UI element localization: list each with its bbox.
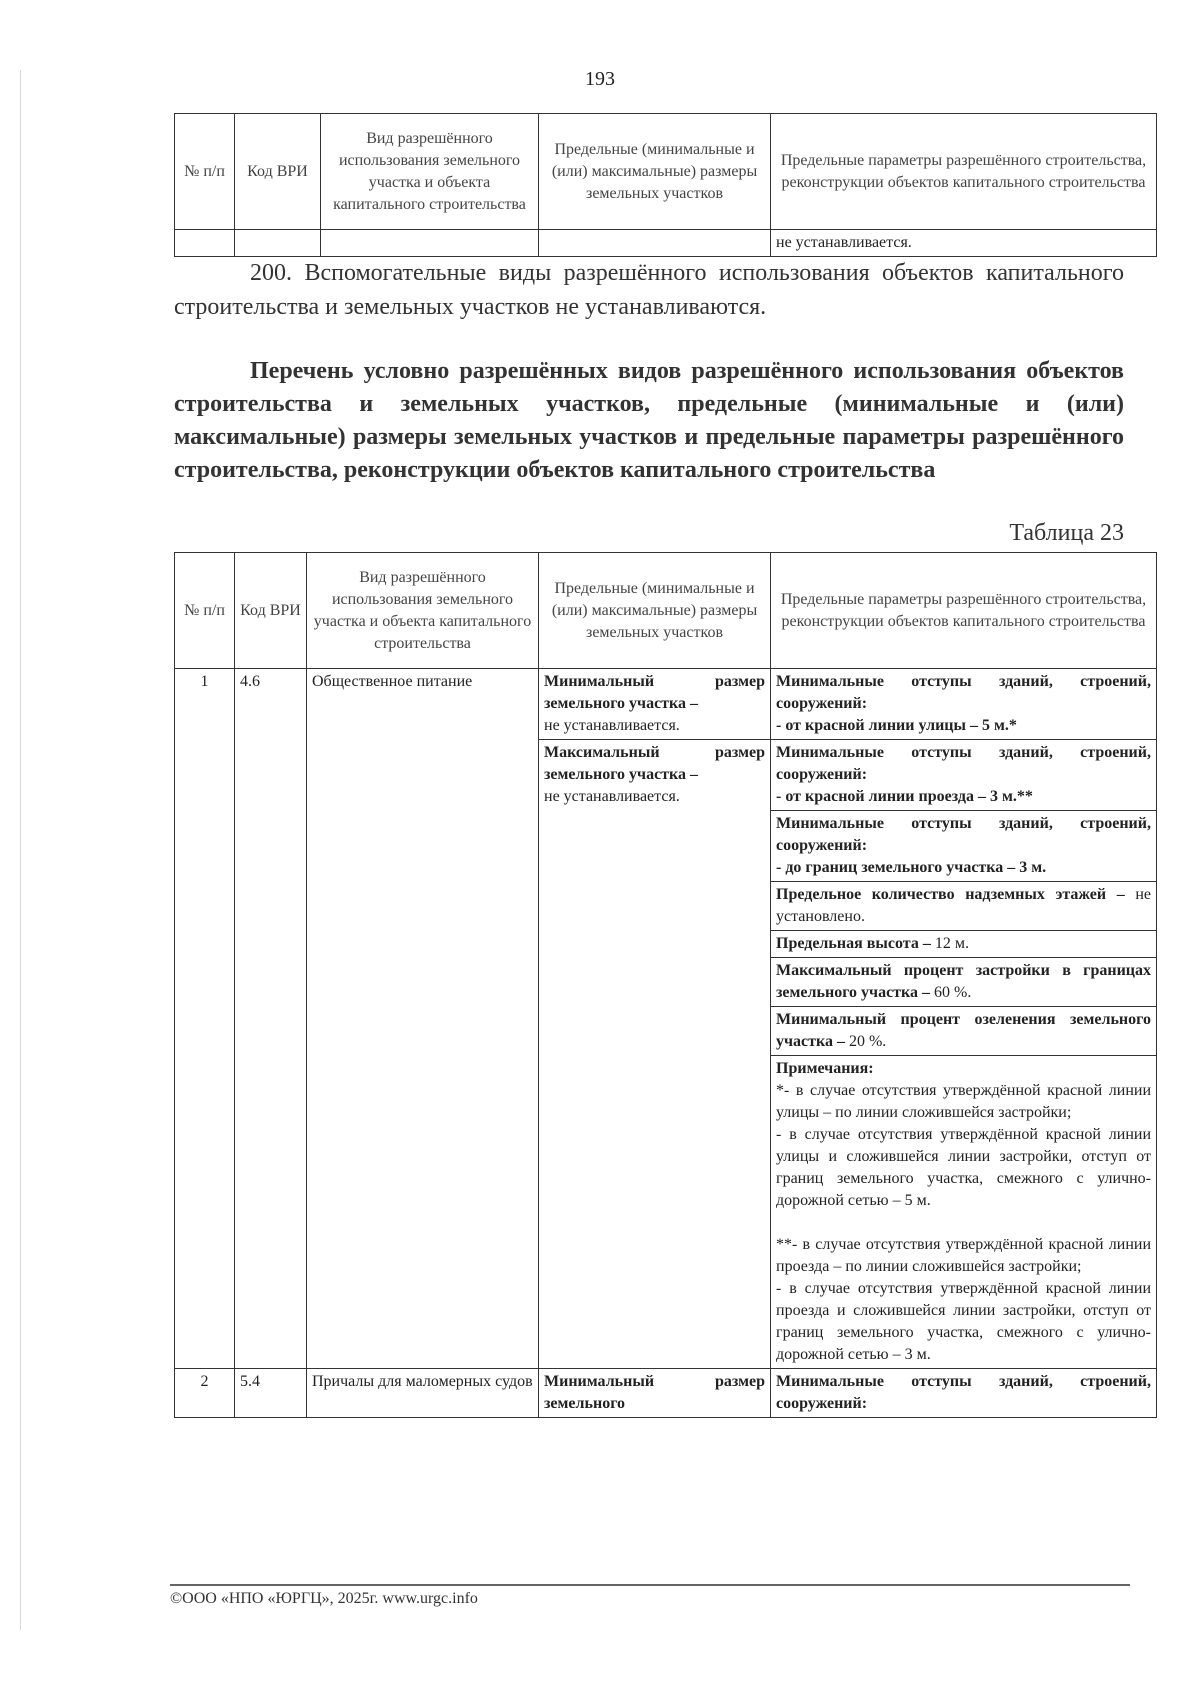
param-setback-street bbox=[771, 669, 1157, 740]
table-continued bbox=[174, 113, 1157, 257]
param-value: 12 м. bbox=[930, 935, 969, 952]
param-value: - до границ земельного участка – 3 м. bbox=[776, 859, 1047, 876]
header-plot-size: Предельные (минимальные и (или) максимальные) размеры земельных участков bbox=[539, 114, 771, 230]
table-23 bbox=[174, 552, 1157, 1418]
plot-size-min bbox=[539, 669, 771, 740]
plot-size-min-value: не устанавливается. bbox=[544, 717, 680, 734]
table-cell bbox=[539, 230, 771, 257]
param-label: Минимальные отступы зданий, строений, сооружений: bbox=[776, 744, 1151, 783]
note-item: - в случае отсутствия утверждённой красной линии улицы и сложившейся линии застройки, отступ от границ земельного участка, смежного с улично-дорожной сетью – 5 м. bbox=[776, 1126, 1151, 1209]
header-use-type: Вид разрешённого использования земельного участка и объекта капитального строительства bbox=[307, 553, 539, 669]
param-value: 60 %. bbox=[930, 984, 972, 1001]
row-number: 2 bbox=[175, 1369, 235, 1418]
param-label: Максимальный процент застройки в границах земельного участка – bbox=[776, 962, 1151, 1001]
header-use-type: Вид разрешённого использования земельного участка и объекта капитального строительства bbox=[321, 114, 539, 230]
notes-spacer bbox=[776, 1212, 1151, 1234]
plot-size-max-value: не устанавливается. bbox=[544, 788, 680, 805]
row-use-type: Причалы для маломерных судов bbox=[307, 1369, 539, 1418]
header-building-params: Предельные параметры разрешённого строительства, реконструкции объектов капитального строительства bbox=[771, 553, 1157, 669]
header-code: Код ВРИ bbox=[235, 114, 321, 230]
scan-edge-line bbox=[20, 70, 21, 1630]
param-value: не установлено. bbox=[776, 886, 1151, 925]
table-caption: Таблица 23 bbox=[1009, 520, 1124, 546]
header-building-params: Предельные параметры разрешённого строительства, реконструкции объектов капитального строительства bbox=[771, 114, 1157, 230]
header-code: Код ВРИ bbox=[235, 553, 307, 669]
param-value: 20 %. bbox=[844, 1033, 887, 1050]
param-green-percent bbox=[771, 1007, 1157, 1056]
row-code: 5.4 bbox=[235, 1369, 307, 1418]
param-setback-driveway bbox=[771, 740, 1157, 811]
plot-size-min: Минимальный размер земельного bbox=[539, 1369, 771, 1418]
param-label: Минимальные отступы зданий, строений, сооружений: bbox=[776, 815, 1151, 854]
param-setback-border bbox=[771, 811, 1157, 882]
table-row bbox=[175, 669, 1157, 740]
param-label: Предельная высота – bbox=[776, 935, 931, 952]
param-label: Минимальные отступы зданий, строений, сооружений: bbox=[776, 673, 1151, 712]
param-value: - от красной линии улицы – 5 м.* bbox=[776, 717, 1017, 734]
header-number: № п/п bbox=[175, 553, 235, 669]
plot-size-max bbox=[539, 740, 771, 1369]
row-code: 4.6 bbox=[235, 669, 307, 1369]
table-cell bbox=[175, 230, 235, 257]
table-row bbox=[175, 230, 1157, 257]
notes-cell bbox=[771, 1056, 1157, 1369]
row-use-type: Общественное питание bbox=[307, 669, 539, 1369]
param-height bbox=[771, 931, 1157, 958]
table-cell: не устанавливается. bbox=[771, 230, 1157, 257]
table-header-row bbox=[175, 553, 1157, 669]
note-item: **- в случае отсутствия утверждённой красной линии проезда – по линии сложившейся застройки; bbox=[776, 1236, 1151, 1275]
table-cell bbox=[321, 230, 539, 257]
table-header-row bbox=[175, 114, 1157, 230]
param-floors bbox=[771, 882, 1157, 931]
footer-copyright: ©ООО «НПО «ЮРГЦ», 2025г. www.urgc.info bbox=[170, 1590, 478, 1607]
note-item: - в случае отсутствия утверждённой красной линии проезда и сложившейся линии застройки, отступ от границ земельного участка, смежного с улично-дорожной сетью – 3 м. bbox=[776, 1280, 1151, 1363]
table-cell bbox=[235, 230, 321, 257]
paragraph-200: 200. Вспомогательные виды разрешённого использования объектов капитального строительства и земельных участков не устанавливаются. bbox=[174, 260, 1124, 320]
param-label: Предельное количество надземных этажей – bbox=[776, 886, 1125, 903]
plot-size-max-label: Максимальный размер земельного участка – bbox=[544, 744, 765, 783]
page-number: 193 bbox=[585, 68, 615, 90]
section-heading: Перечень условно разрешённых видов разрешённого использования объектов строительства и земельных участков, предельные (минимальные и (или) максимальные) размеры земельных участков и предельные параметры разрешённого строительства, реконструкции объектов капитального строительства bbox=[174, 358, 1124, 483]
param-value: - от красной линии проезда – 3 м.** bbox=[776, 788, 1033, 805]
table-row bbox=[175, 1369, 1157, 1418]
note-item: *- в случае отсутствия утверждённой красной линии улицы – по линии сложившейся застройки; bbox=[776, 1082, 1151, 1121]
header-plot-size: Предельные (минимальные и (или) максимальные) размеры земельных участков bbox=[539, 553, 771, 669]
plot-size-min-label: Минимальный размер земельного участка – bbox=[544, 673, 765, 712]
param-label: Минимальный процент озеленения земельного участка – bbox=[776, 1011, 1151, 1050]
row-number: 1 bbox=[175, 669, 235, 1369]
header-number: № п/п bbox=[175, 114, 235, 230]
param-setback: Минимальные отступы зданий, строений, сооружений: bbox=[771, 1369, 1157, 1418]
param-build-percent bbox=[771, 958, 1157, 1007]
footer-divider bbox=[170, 1584, 1130, 1586]
notes-title: Примечания: bbox=[776, 1060, 874, 1077]
